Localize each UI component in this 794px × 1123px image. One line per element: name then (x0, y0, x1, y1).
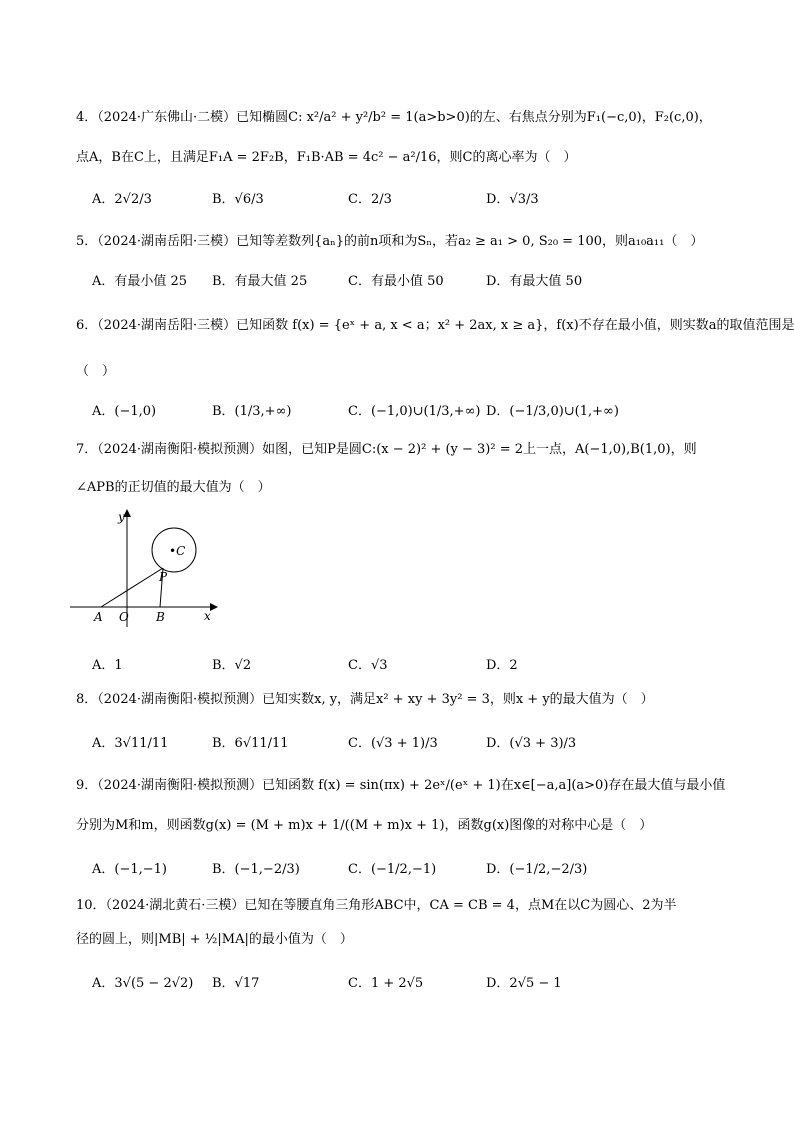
question-6-line2: （ ） (76, 364, 116, 379)
option-b[interactable]: B．√17 (212, 976, 260, 991)
option-a[interactable]: A．有最小值 25 (92, 274, 188, 289)
option-b[interactable]: B．6√11/11 (212, 736, 289, 751)
option-d[interactable]: D．√3/3 (486, 192, 539, 207)
option-c[interactable]: C．(√3 + 1)/3 (348, 736, 438, 751)
question-7-line1: 7．（2024·湖南衡阳·模拟预测）如图，已知P是圆C:(x − 2)² + (y − 3)² = 2上一点，A(−1,0),B(1,0)，则 (76, 442, 697, 457)
option-a[interactable]: A．2√2/3 (92, 192, 152, 207)
option-d[interactable]: D．(√3 + 3)/3 (486, 736, 577, 751)
option-b[interactable]: B．√6/3 (212, 192, 264, 207)
label-y: y (118, 510, 125, 524)
question-6-line2-wrap (76, 362, 726, 382)
question-6 (76, 316, 794, 336)
option-b[interactable]: B．有最大值 25 (212, 274, 308, 289)
label-x: x (204, 609, 211, 623)
question-5-line1: 5．（2024·湖南岳阳·三模）已知等差数列{aₙ}的前n项和为Sₙ，若a₂ ≥ a₁ > 0, S₂₀ = 100，则a₁₀a₁₁（ ） (76, 234, 704, 249)
question-7-line2: ∠APB的正切值的最大值为（ ） (76, 480, 271, 495)
option-a[interactable]: A．(−1,−1) (92, 862, 167, 877)
option-c[interactable]: C．(−1,0)∪(1/3,+∞) (348, 404, 481, 419)
option-c[interactable]: C．有最小值 50 (348, 274, 444, 289)
question-10 (76, 896, 726, 916)
question-9-line2: 分别为M和m，则函数g(x) = (M + m)x + 1/((M + m)x + 1)，函数g(x)图像的对称中心是（ ） (76, 818, 653, 833)
option-c[interactable]: C．1 + 2√5 (348, 976, 424, 991)
question-7 (76, 440, 726, 460)
circle-figure (70, 505, 220, 630)
question-10-line2-wrap (76, 930, 726, 950)
question-7-line2-wrap (76, 478, 726, 498)
segment-ap (101, 568, 163, 607)
question-4 (76, 108, 726, 128)
x-axis-arrow (210, 603, 218, 611)
option-d[interactable]: D．有最大值 50 (486, 274, 583, 289)
option-c[interactable]: C．√3 (348, 658, 388, 673)
option-a[interactable]: A．1 (92, 658, 123, 673)
label-p: P (159, 570, 168, 584)
question-8-line1: 8．（2024·湖南衡阳·模拟预测）已知实数x, y，满足x² + xy + 3y² = 3，则x + y的最大值为（ ） (76, 692, 654, 707)
option-c[interactable]: C．2/3 (348, 192, 392, 207)
question-10-line1: 10．（2024·湖北黄石·三模）已知在等腰直角三角形ABC中，CA = CB = 4，点M在以C为圆心、2为半 (76, 898, 677, 913)
question-4-line1: 4．（2024·广东佛山·二模）已知椭圆C: x²/a² + y²/b² = 1(a>b>0)的左、右焦点分别为F₁(−c,0)，F₂(c,0)， (76, 110, 712, 125)
question-5 (76, 232, 726, 252)
option-a[interactable]: A．3√(5 − 2√2) (92, 976, 194, 991)
option-a[interactable]: A．3√11/11 (92, 736, 169, 751)
option-c[interactable]: C．(−1/2,−1) (348, 862, 437, 877)
option-d[interactable]: D．2 (486, 658, 518, 673)
option-d[interactable]: D．2√5 − 1 (486, 976, 562, 991)
question-9 (76, 776, 726, 796)
option-d[interactable]: D．(−1/2,−2/3) (486, 862, 588, 877)
option-d[interactable]: D．(−1/3,0)∪(1,+∞) (486, 404, 619, 419)
option-a[interactable]: A．(−1,0) (92, 404, 157, 419)
question-9-line2-wrap (76, 816, 726, 836)
label-o: O (119, 610, 129, 624)
question-4-line2: 点A，B在C上，且满足F₁A = 2F₂B，F₁B·AB = 4c² − a²/16，则C的离心率为（ ） (76, 150, 577, 165)
question-10-line2: 径的圆上，则|MB| + ½|MA|的最小值为（ ） (76, 932, 353, 947)
label-c: •C (169, 544, 186, 558)
option-b[interactable]: B．(−1,−2/3) (212, 862, 300, 877)
question-8 (76, 690, 726, 710)
question-6-line1: 6．（2024·湖南岳阳·三模）已知函数 f(x) = {eˣ + a, x < a；x² + 2ax, x ≥ a}，f(x)不存在最小值，则实数a的取值范围是 (76, 318, 794, 333)
label-b: B (156, 610, 165, 624)
label-a: A (94, 610, 103, 624)
question-4-line2-wrap (76, 148, 726, 168)
option-b[interactable]: B．√2 (212, 658, 252, 673)
question-9-line1: 9．（2024·湖南衡阳·模拟预测）已知函数 f(x) = sin(πx) + 2eˣ/(eˣ + 1)在x∈[−a,a](a>0)存在最大值与最小值 (76, 778, 726, 793)
option-b[interactable]: B．(1/3,+∞) (212, 404, 292, 419)
